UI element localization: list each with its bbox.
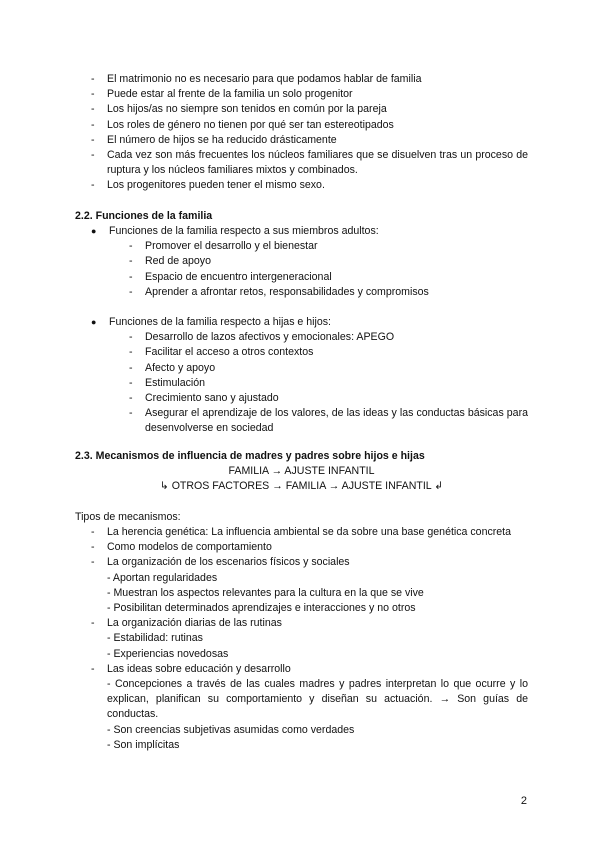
list-item: - Asegurar el aprendizaje de los valores, de las ideas y las conductas básicas para desenvolverse en sociedad: [129, 407, 528, 435]
list-item: - Cada vez son más frecuentes los núcleos familiares que se disuelven tras un proceso de ruptura y los núcleos familiares mixtos y combinados.: [91, 149, 528, 177]
list-item: - Los hijos/as no siempre son tenidos en común por la pareja: [91, 103, 387, 116]
sub-item: - Muestran los aspectos relevantes para la cultura en la que se vive: [107, 586, 424, 599]
list-item: - Las ideas sobre educación y desarrollo: [91, 662, 291, 675]
mechanism-types-label: Tipos de mecanismos:: [75, 511, 181, 523]
sub-item: - Concepciones a través de las cuales madres y padres interpretan lo que ocurre y lo explican, planifican su comportamiento y diseñan su actuación. → Son guías de conductas.: [107, 678, 528, 721]
formula-line-2: ↳ OTROS FACTORES → FAMILIA → AJUSTE INFANTIL ↲: [159, 480, 444, 492]
family-changes-list: [75, 72, 528, 194]
sub-item: - Experiencias novedosas: [107, 647, 229, 660]
list-item: - La organización de los escenarios físicos y sociales: [91, 556, 350, 569]
sub-item: - Posibilitan determinados aprendizajes e interacciones y no otros: [107, 602, 416, 615]
list-item: - El número de hijos se ha reducido drásticamente: [91, 133, 337, 146]
sub-item: - Estabilidad: rutinas: [107, 632, 203, 645]
list-item: - La organización diarias de las rutinas: [91, 617, 282, 630]
sub-item: - Son creencias subjetivas asumidas como verdades: [107, 723, 355, 736]
list-item: - Los roles de género no tienen por qué ser tan estereotipados: [91, 118, 394, 131]
list-item: - Aprender a afrontar retos, responsabilidades y compromisos: [129, 285, 429, 298]
section-heading-2-3: 2.3. Mecanismos de influencia de madres y padres sobre hijos e hijas: [75, 450, 425, 462]
sub-item: - Aportan regularidades: [107, 571, 218, 584]
list-item: - Red de apoyo: [129, 255, 211, 268]
list-item: - Afecto y apoyo: [129, 361, 216, 374]
mechanisms-list: [75, 525, 528, 753]
formula-line-1: FAMILIA → AJUSTE INFANTIL: [228, 465, 375, 477]
adult-functions-block: [75, 224, 528, 300]
sub-item: - Son implícitas: [107, 738, 180, 751]
list-item: - Crecimiento sano y ajustado: [129, 392, 279, 405]
list-item: - Los progenitores pueden tener el mismo sexo.: [91, 179, 325, 192]
list-item: ● Funciones de la familia respecto a sus miembros adultos:: [91, 225, 379, 237]
list-item: - Espacio de encuentro intergeneracional: [129, 270, 332, 283]
list-item: - Como modelos de comportamiento: [91, 541, 272, 554]
list-item: - La herencia genética: La influencia ambiental se da sobre una base genética concreta: [91, 526, 512, 538]
list-item: ● Funciones de la familia respecto a hijas e hijos:: [91, 316, 331, 328]
children-functions-block: [75, 315, 528, 437]
list-item: - Estimulación: [129, 376, 206, 389]
list-item: - El matrimonio no es necesario para que podamos hablar de familia: [91, 73, 422, 85]
list-item: - Desarrollo de lazos afectivos y emocionales: APEGO: [129, 331, 395, 344]
list-item: - Promover el desarrollo y el bienestar: [129, 240, 318, 253]
section-heading-2-2: 2.2. Funciones de la familia: [75, 210, 213, 222]
page-number: 2: [520, 795, 527, 807]
list-item: - Facilitar el acceso a otros contextos: [129, 346, 314, 359]
list-item: - Puede estar al frente de la familia un solo progenitor: [91, 88, 353, 101]
